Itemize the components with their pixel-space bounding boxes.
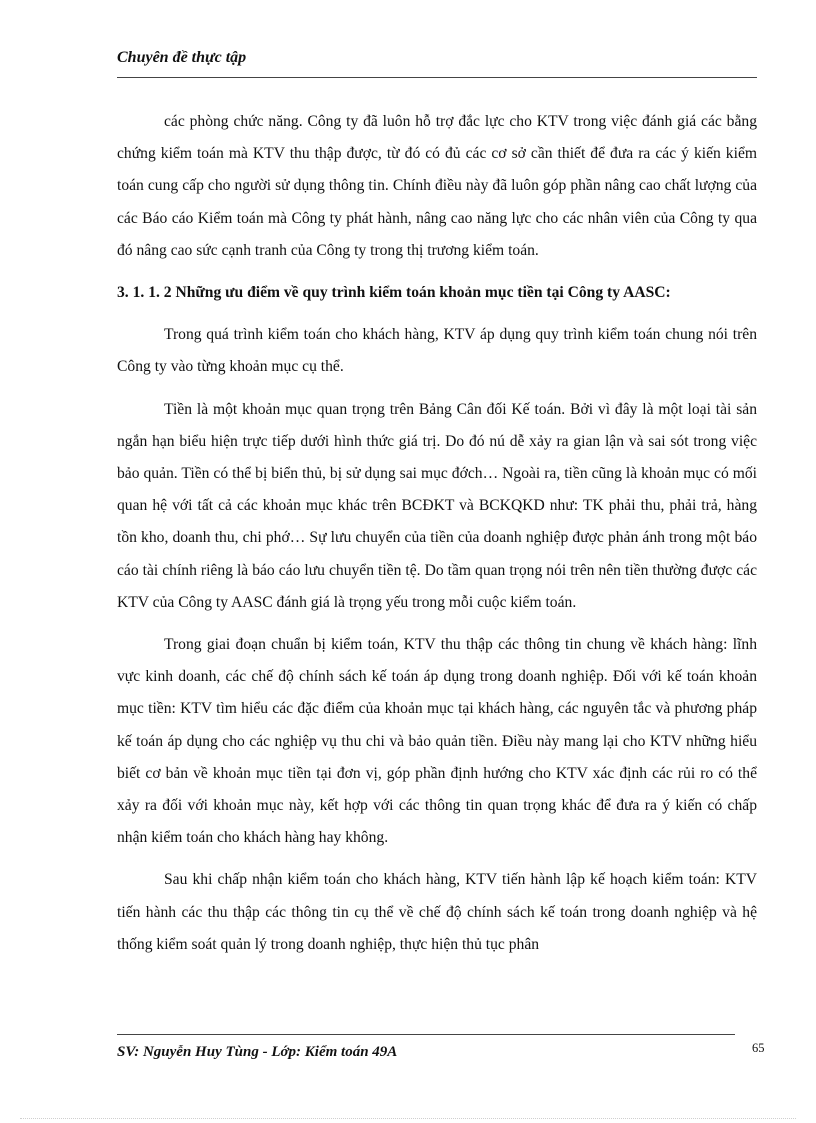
paragraph-audit-process: Trong quá trình kiểm toán cho khách hàng, KTV áp dụng quy trình kiểm toán chung nói trên Công ty vào từng khoản mục cụ thể. <box>117 326 757 376</box>
paragraph-cash-importance: Tiền là một khoản mục quan trọng trên Bảng Cân đối Kế toán. Bởi vì đây là một loại tài sản ngắn hạn biểu hiện trực tiếp dưới hình thức giá trị. Do đó nú dễ xảy ra gian lận và sai sót trong việc bảo quản. Tiền có thể bị biển thủ, bị sử dụng sai mục đớch… Ngoài ra, tiền cũng là khoản mục có mối quan hệ với tất cả các khoản mục khác trên BCĐKT và BCKQKD như: TK phải thu, phải trả, hàng tồn kho, doanh thu, chi phớ… Sự lưu chuyển của tiền của doanh nghiệp được phản ánh trong một báo cáo tài chính riêng là báo cáo lưu chuyển tiền tệ. Do tầm quan trọng nói trên nên tiền thường được các KTV của Công ty AASC đánh giá là trọng yếu trong mỗi cuộc kiểm toán. <box>117 400 757 611</box>
document-body <box>117 106 757 961</box>
page-number: 65 <box>752 1041 765 1055</box>
paragraph-audit-planning: Sau khi chấp nhận kiểm toán cho khách hàng, KTV tiến hành lập kế hoạch kiểm toán: KTV tiến hành các thu thập các thông tin cụ thể về chế độ chính sách kế toán trong doanh nghiệp và hệ thống kiểm soát quản lý trong doanh nghiệp, thực hiện thủ tục phân <box>117 871 757 953</box>
paragraph-company-support: các phòng chức năng. Công ty đã luôn hỗ trợ đắc lực cho KTV trong việc đánh giá các bằng chứng kiểm toán mà KTV thu thập được, từ đó có đủ các cơ sở cần thiết để đưa ra các ý kiến kiểm toán cung cấp cho người sử dụng thông tin. Chính điều này đã luôn góp phần nâng cao chất lượng của các Báo cáo Kiểm toán mà Công ty phát hành, nâng cao năng lực cho các nhân viên của Công ty qua đó nâng cao sức cạnh tranh của Công ty trong thị trương kiểm toán. <box>117 113 757 259</box>
footer-divider <box>117 1034 735 1035</box>
page-header-title: Chuyên đề thực tập <box>117 49 247 66</box>
section-heading: 3. 1. 1. 2 Những ưu điểm về quy trình kiểm toán khoản mục tiền tại Công ty AASC: <box>117 284 671 302</box>
header-divider <box>117 77 757 78</box>
page-bottom-dotted-border <box>20 1118 796 1119</box>
paragraph-preparation-phase: Trong giai đoạn chuẩn bị kiểm toán, KTV thu thập các thông tin chung về khách hàng: lĩnh vực kinh doanh, các chế độ chính sách kế toán áp dụng trong doanh nghiệp. Đối với kế toán khoản mục tiền: KTV tìm hiểu các đặc điểm của khoản mục tại khách hàng, các nguyên tắc và phương pháp kế toán áp dụng cho các nghiệp vụ thu chi và bảo quản tiền. Điều này mang lại cho KTV những hiểu biết cơ bản về khoản mục tiền tại đơn vị, góp phần định hướng cho KTV xác định các rủi ro có thể xảy ra đối với khoản mục này, kết hợp với các thông tin quan trọng khác để đưa ra ý kiến có chấp nhận kiểm toán cho khách hàng hay không. <box>117 636 757 847</box>
footer-author: SV: Nguyễn Huy Tùng - Lớp: Kiểm toán 49A <box>117 1044 398 1060</box>
